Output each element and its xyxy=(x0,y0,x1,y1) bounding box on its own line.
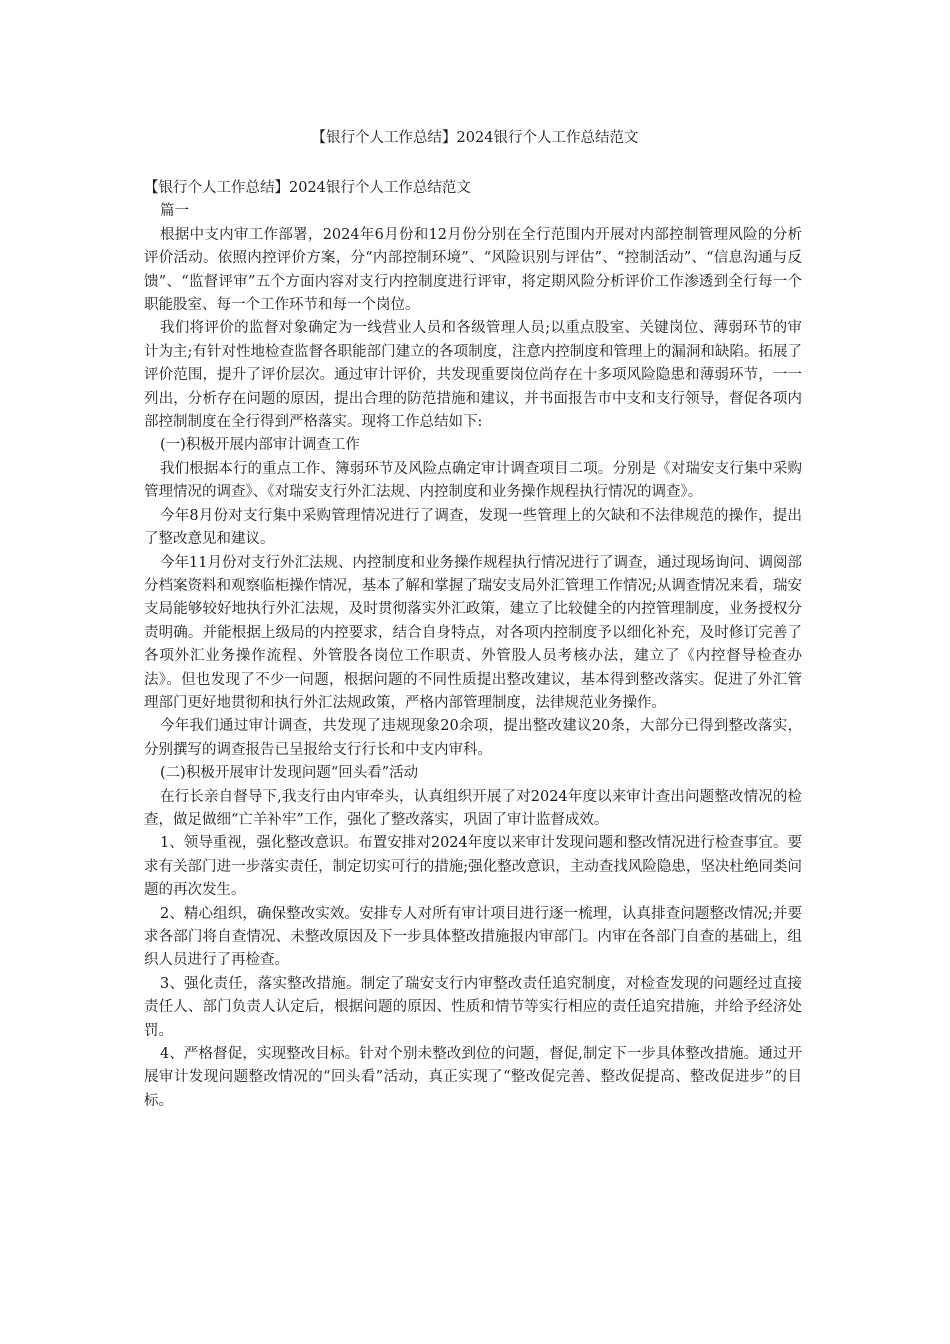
list-item: 3、强化责任，落实整改措施。制定了瑞安支行内审整改责任追究制度，对检查发现的问题经过直接责任人、部门负责人认定后，根据问题的原因、性质和情节等实行相应的责任追究措施，并给予经济处罚。 xyxy=(144,975,802,1039)
body-heading: 【银行个人工作总结】2024银行个人工作总结范文 xyxy=(144,180,471,196)
document-body xyxy=(144,177,802,1113)
subsection-heading: (一)积极开展内部审计调查工作 xyxy=(160,437,360,454)
paragraph: 我们根据本行的重点工作、簿弱环节及风险点确定审计调查项目二项。分别是《对瑞安支行集中采购管理情况的调查》、《对瑞安支行外汇法规、内控制度和业务操作规程执行情况的调查》。 xyxy=(144,460,802,501)
list-item: 2、精心组织，确保整改实效。安排专人对所有审计项目进行逐一梳理，认真排查问题整改情况;并要求各部门将自查情况、未整改原因及下一步具体整改措施报内审部门。内审在各部门自查的基础上，组织人员进行了再检查。 xyxy=(144,905,802,969)
section-label: 篇一 xyxy=(160,203,189,220)
list-item: 1、领导重视，强化整改意识。布置安排对2024年度以来审计发现问题和整改情况进行检查事宜。要求有关部门进一步落实责任，制定切实可行的措施;强化整改意识，主动查找风险隐患，坚决杜绝同类问题的再次发生。 xyxy=(144,835,802,899)
subsection-heading: (二)积极开展审计发现问题“回头看”活动 xyxy=(160,765,419,782)
paragraph: 我们将评价的监督对象确定为一线营业人员和各级管理人员;以重点股室、关键岗位、薄弱环节的审计为主;有针对性地检查监督各职能部门建立的各项制度，注意内控制度和管理上的漏洞和缺陷。拓展了评价范围，提升了评价层次。通过审计评价，共发现重要岗位尚存在十多项风险隐患和薄弱环节，一一列出，分析存在问题的原因，提出合理的防范措施和建议，并书面报告市中支和支行领导，督促各项内部控制制度在全行得到严格落实。现将工作总结如下: xyxy=(144,320,802,431)
list-item: 4、严格督促，实现整改目标。针对个别未整改到位的问题，督促,制定下一步具体整改措施。通过开展审计发现问题整改情况的“回头看”活动，真正实现了“整改促完善、整改促提高、整改促进步”的目标。 xyxy=(144,1046,802,1109)
paragraph: 今年11月份对支行外汇法规、内控制度和业务操作规程执行情况进行了调查，通过现场询问、调阅部分档案资料和观察临柜操作情况，基本了解和掌握了瑞安支局外汇管理工作情况;从调查情况来看，瑞安支局能够较好地执行外汇法规，及时贯彻落实外汇政策，建立了比较健全的内控管理制度，业务授权分责明确。并能根据上级局的内控要求，结合自身特点，对各项内控制度予以细化补充，及时修订完善了各项外汇业务操作流程、外管股各岗位工作职责、外管股人员考核办法，建立了《内控督导检查办法》。但也发现了不少一问题，根据问题的不同性质提出整改建议，基本得到整改落实。促进了外汇管理部门更好地贯彻和执行外汇法规政策，严格内部管理制度，法律规范业务操作。 xyxy=(144,554,802,711)
document-title: 【银行个人工作总结】2024银行个人工作总结范文 xyxy=(311,130,639,146)
paragraph: 在行长亲自督导下,我支行由内审牵头，认真组织开展了对2024年度以来审计查出问题整改情况的检查，做足做细“亡羊补牢”工作，强化了整改落实，巩固了审计监督成效。 xyxy=(144,788,802,828)
paragraph: 根据中支内审工作部署，2024年6月份和12月份分别在全行范围内开展对内部控制管理风险的分析评价活动。依照内控评价方案，分“内部控制环境”、“风险识别与评估”、“控制活动”、“信息沟通与反馈”、“监督评审”五个方面内容对支行内控制度进行评审，将定期风险分析评价工作渗透到全行每一个职能股室、每一个工作环节和每一个岗位。 xyxy=(144,226,802,314)
paragraph: 今年8月份对支行集中采购管理情况进行了调查，发现一些管理上的欠缺和不法律规范的操作，提出了整改意见和建议。 xyxy=(144,507,802,548)
paragraph: 今年我们通过审计调查，共发现了违规现象20余项，提出整改建议20条，大部分已得到整改落实，分别撰写的调查报告已呈报给支行行长和中支内审科。 xyxy=(144,718,802,758)
